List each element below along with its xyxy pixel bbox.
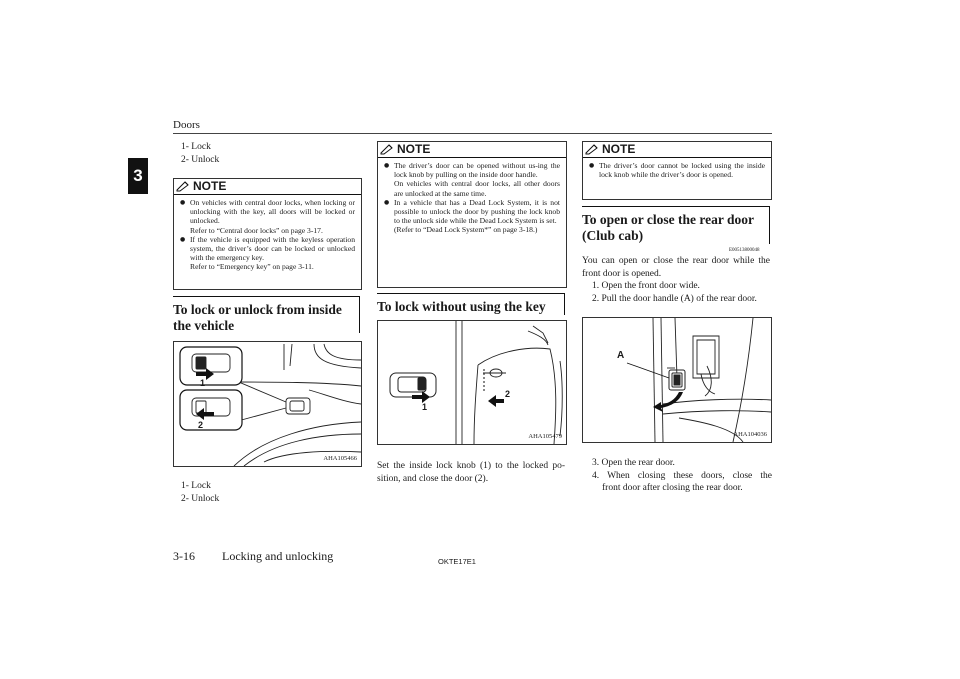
note-box <box>582 141 772 200</box>
callout-2: 2 <box>198 420 204 430</box>
list-item: 2. Pull the door handle (A) of the rear door. <box>592 293 757 304</box>
legend-list-top <box>181 141 219 166</box>
note-pencil-icon <box>380 144 394 155</box>
callout-2: 2 <box>505 389 511 399</box>
figure-lock-unlock-inside <box>173 341 362 467</box>
document-id: OKTE17E1 <box>438 557 476 566</box>
note-item: ● The driver’s door can be opened without us-ing the lock knob by pulling on the inside door handle. On vehicles with central door locks, all other doors are unlocked at the same time. <box>384 161 560 198</box>
list-item: 1- Lock <box>181 481 211 491</box>
steps-list <box>592 457 772 495</box>
list-item: 4. When closing these doors, close the <box>592 470 772 481</box>
figure-lock-without-key <box>377 320 567 445</box>
figure-code: AHA104036 <box>733 431 767 438</box>
section-heading: To lock or unlock from inside the vehicle <box>173 296 360 333</box>
note-item: ● On vehicles with central door locks, when locking or unlocking with the key, all doors will be locked or unlocked. Refer to “Central door locks” on page 3-17. <box>180 198 355 235</box>
note-pencil-icon <box>176 181 190 192</box>
section-heading: To open or close the rear door (Club cab) <box>582 206 770 244</box>
figure-code: AHA105466 <box>323 455 357 462</box>
rear-door-illustration <box>583 318 771 442</box>
note-heading: NOTE <box>174 179 361 195</box>
footer-chapter: Locking and unlocking <box>222 549 334 563</box>
chapter-tab: 3 <box>128 158 148 194</box>
note-heading: NOTE <box>583 142 771 158</box>
legend-list-bottom <box>181 480 219 505</box>
list-item: 1- Lock <box>181 142 211 152</box>
figure-code: AHA105479 <box>528 433 562 440</box>
callout-a: A <box>617 350 625 361</box>
figure-rear-door <box>582 317 772 443</box>
section-heading: To lock without using the key <box>377 293 565 315</box>
callout-1: 1 <box>200 378 206 388</box>
page-number: 3-16 <box>173 549 195 563</box>
list-item: front door after closing the rear door. <box>602 483 743 493</box>
steps-list <box>592 280 772 305</box>
body-paragraph: Set the inside lock knob (1) to the locked po-sition, and close the door (2). <box>377 461 565 484</box>
list-item: 2- Unlock <box>181 493 220 504</box>
callout-1: 1 <box>422 402 428 412</box>
note-item: ● The driver’s door cannot be locked using the inside lock knob while the driver’s door is opened. <box>589 161 765 180</box>
bullet-icon: ● <box>384 162 390 169</box>
header-rule <box>173 133 772 134</box>
note-box <box>173 178 362 290</box>
note-item: ● In a vehicle that has a Dead Lock System, it is not possible to unlock the door by pushing the lock knob to the unlock side while the Dead Lock System is set. (Refer to “Dead Lock System*” on page 3-18.) <box>384 197 560 235</box>
running-header: Doors <box>173 119 200 131</box>
note-heading: NOTE <box>378 142 566 158</box>
list-item: 1. Open the front door wide. <box>592 281 700 291</box>
note-box <box>377 141 567 288</box>
bullet-icon: ● <box>384 198 390 206</box>
bullet-icon: ● <box>180 199 186 206</box>
body-paragraph: You can open or close the rear door while the front door is opened. <box>582 256 770 279</box>
door-closing-illustration <box>378 321 566 444</box>
document-code: E00513800048 <box>729 248 760 253</box>
note-item: ● If the vehicle is equipped with the keyless operation system, the driver’s door can be locked or unlocked with the emergency key. Refer to “Emergency key” on page 3-11. <box>180 234 355 272</box>
note-pencil-icon <box>585 144 599 155</box>
list-item: 3. Open the rear door. <box>592 458 675 468</box>
door-illustration <box>174 342 361 466</box>
bullet-icon: ● <box>589 162 595 169</box>
bullet-icon: ● <box>180 235 186 243</box>
list-item: 2- Unlock <box>181 154 220 165</box>
